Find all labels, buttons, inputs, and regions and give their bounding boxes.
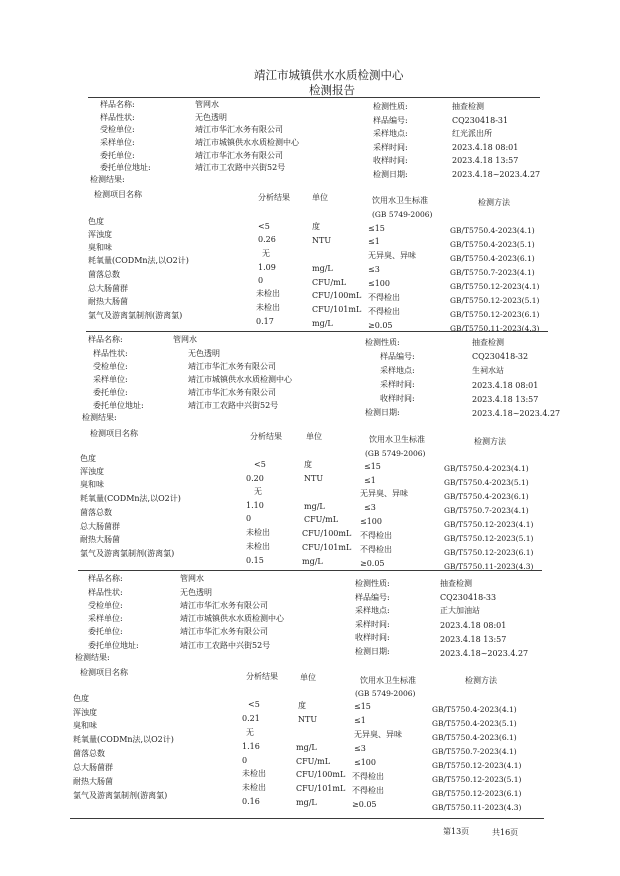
row-item: 色度 bbox=[80, 454, 96, 463]
entrust-address-value: 靖江市工农路中兴街52号 bbox=[195, 163, 286, 172]
row-unit: CFU/101mL bbox=[296, 784, 346, 793]
row-standard: ≤100 bbox=[368, 279, 390, 288]
entrust-address-label: 委托单位地址: bbox=[93, 401, 144, 410]
row-item: 总大肠菌群 bbox=[73, 763, 113, 772]
entrust-label: 委托单位: bbox=[93, 388, 128, 397]
row-method: GB/T5750.12-2023(5.1) bbox=[450, 296, 540, 305]
row-result: 1.10 bbox=[246, 501, 264, 510]
results-label: 检测结果: bbox=[90, 175, 125, 184]
row-item: 氯气及游离氯制剂(游离氯) bbox=[73, 791, 168, 800]
row-standard: ≤15 bbox=[354, 702, 371, 711]
row-result: <5 bbox=[248, 700, 260, 709]
row-item: 耗氧量(CODMn法,以O2计) bbox=[73, 735, 174, 744]
row-method: GB/T5750.4-2023(4.1) bbox=[450, 226, 535, 235]
col-method-header: 检测方法 bbox=[474, 437, 506, 446]
row-item: 总大肠菌群 bbox=[88, 284, 128, 293]
row-item: 浑浊度 bbox=[73, 708, 97, 717]
row-method: GB/T5750.7-2023(4.1) bbox=[444, 506, 529, 515]
row-unit: mg/L bbox=[304, 502, 325, 511]
row-standard: 不得检出 bbox=[368, 293, 400, 302]
col-unit-header: 单位 bbox=[306, 432, 322, 441]
client-value: 靖江市华汇水务有限公司 bbox=[188, 362, 276, 371]
row-result: 未检出 bbox=[246, 528, 270, 537]
row-item: 臭和味 bbox=[73, 721, 97, 730]
row-unit: NTU bbox=[312, 236, 332, 245]
col-standard-code: (GB 5749-2006) bbox=[355, 689, 416, 698]
test-type-value: 抽查检测 bbox=[452, 102, 484, 111]
report-title: 检测报告 bbox=[309, 83, 355, 97]
site-value: 正大加油站 bbox=[440, 606, 480, 615]
row-method: GB/T5750.4-2023(6.1) bbox=[444, 492, 529, 501]
row-standard: 无异臭、异味 bbox=[354, 730, 402, 739]
row-standard: ≤100 bbox=[354, 758, 376, 767]
row-result: 0 bbox=[242, 756, 248, 765]
client-value: 靖江市华汇水务有限公司 bbox=[195, 125, 283, 134]
row-standard: 无异臭、异味 bbox=[360, 489, 408, 498]
site-label: 采样地点: bbox=[355, 606, 390, 615]
sample-state-value: 无色透明 bbox=[195, 113, 227, 122]
col-item-header: 检测项目名称 bbox=[80, 668, 128, 677]
row-result: 0.16 bbox=[242, 797, 260, 806]
sample-state-value: 无色透明 bbox=[180, 588, 212, 597]
row-item: 色度 bbox=[73, 694, 89, 703]
entrust-address-label: 委托单位地址: bbox=[100, 163, 151, 172]
sample-time-value: 2023.4.18 08:01 bbox=[472, 381, 539, 390]
sample-no-value: CQ230418-32 bbox=[472, 352, 529, 361]
receive-time-label: 收样时间: bbox=[380, 394, 415, 403]
page-number: 第13页 bbox=[443, 827, 470, 836]
row-method: GB/T5750.12-2023(6.1) bbox=[432, 789, 522, 798]
col-result-header: 分析结果 bbox=[250, 432, 282, 441]
row-unit: mg/L bbox=[296, 798, 317, 807]
sample-name-label: 样品名称: bbox=[88, 574, 123, 583]
test-type-value: 抽查检测 bbox=[472, 338, 504, 347]
row-unit: 度 bbox=[304, 460, 312, 469]
site-value: 红光派出所 bbox=[452, 129, 492, 138]
row-item: 总大肠菌群 bbox=[80, 522, 120, 531]
row-standard: ≤100 bbox=[360, 517, 382, 526]
sample-name-label: 样品名称: bbox=[100, 100, 135, 109]
sampler-label: 采样单位: bbox=[88, 614, 123, 623]
row-unit: CFU/100mL bbox=[312, 291, 362, 300]
sample-state-value: 无色透明 bbox=[188, 349, 220, 358]
row-result: 0.21 bbox=[242, 714, 260, 723]
row-standard: ≤15 bbox=[368, 224, 385, 233]
col-result-header: 分析结果 bbox=[258, 193, 290, 202]
row-unit: CFU/100mL bbox=[302, 529, 352, 538]
row-method: GB/T5750.7-2023(4.1) bbox=[432, 747, 517, 756]
row-method: GB/T5750.4-2023(4.1) bbox=[444, 464, 529, 473]
entrust-value: 靖江市华汇水务有限公司 bbox=[195, 151, 283, 160]
site-label: 采样地点: bbox=[373, 129, 408, 138]
row-item: 菌落总数 bbox=[88, 270, 120, 279]
row-method: GB/T5750.12-2023(4.1) bbox=[444, 520, 534, 529]
row-unit: CFU/100mL bbox=[296, 770, 346, 779]
entrust-address-label: 委托单位地址: bbox=[88, 641, 139, 650]
row-result: 无 bbox=[262, 249, 270, 258]
col-item-header: 检测项目名称 bbox=[90, 429, 138, 438]
client-value: 靖江市华汇水务有限公司 bbox=[180, 601, 268, 610]
row-result: 1.09 bbox=[258, 263, 276, 272]
test-date-label: 检测日期: bbox=[365, 408, 400, 417]
row-method: GB/T5750.4-2023(4.1) bbox=[432, 705, 517, 714]
row-standard: ≤3 bbox=[364, 503, 376, 512]
row-method: GB/T5750.12-2023(5.1) bbox=[444, 534, 534, 543]
row-method: GB/T5750.4-2023(5.1) bbox=[432, 719, 517, 728]
row-item: 耐热大肠菌 bbox=[80, 535, 120, 544]
row-method: GB/T5750.11-2023(4.3) bbox=[432, 803, 522, 812]
page-total: 共16页 bbox=[492, 828, 519, 837]
sample-state-label: 样品性状: bbox=[100, 113, 135, 122]
row-method: GB/T5750.11-2023(4.3) bbox=[450, 324, 540, 333]
receive-time-value: 2023.4.18 13:57 bbox=[452, 156, 519, 165]
col-unit-header: 单位 bbox=[300, 673, 316, 682]
row-result: <5 bbox=[254, 460, 266, 469]
row-unit: mg/L bbox=[296, 743, 317, 752]
test-type-label: 检测性质: bbox=[365, 338, 400, 347]
row-result: <5 bbox=[258, 222, 270, 231]
sampler-label: 采样单位: bbox=[100, 138, 135, 147]
col-method-header: 检测方法 bbox=[465, 676, 497, 685]
test-type-value: 抽查检测 bbox=[440, 579, 472, 588]
row-result: 0.17 bbox=[256, 317, 274, 326]
sample-time-label: 采样时间: bbox=[373, 143, 408, 152]
row-standard: 不得检出 bbox=[352, 786, 384, 795]
row-method: GB/T5750.12-2023(5.1) bbox=[432, 775, 522, 784]
col-result-header: 分析结果 bbox=[246, 672, 278, 681]
row-standard: ≤3 bbox=[354, 744, 366, 753]
row-unit: mg/L bbox=[312, 264, 333, 273]
receive-time-value: 2023.4.18 13:57 bbox=[440, 635, 507, 644]
row-standard: ≥0.05 bbox=[360, 559, 385, 568]
row-method: GB/T5750.4-2023(5.1) bbox=[450, 240, 535, 249]
row-item: 氯气及游离氯制剂(游离氯) bbox=[80, 549, 175, 558]
sampler-label: 采样单位: bbox=[93, 375, 128, 384]
row-result: 无 bbox=[246, 728, 254, 737]
client-label: 受检单位: bbox=[100, 125, 135, 134]
col-standard-header: 饮用水卫生标准 bbox=[360, 676, 416, 685]
entrust-value: 靖江市华汇水务有限公司 bbox=[180, 627, 268, 636]
row-unit: NTU bbox=[304, 474, 324, 483]
row-standard: ≤3 bbox=[368, 265, 380, 274]
receive-time-label: 收样时间: bbox=[373, 156, 408, 165]
row-item: 菌落总数 bbox=[80, 508, 112, 517]
row-item: 耐热大肠菌 bbox=[88, 297, 128, 306]
row-unit: mg/L bbox=[302, 557, 323, 566]
row-unit: mg/L bbox=[312, 319, 333, 328]
row-method: GB/T5750.4-2023(6.1) bbox=[432, 733, 517, 742]
test-date-value: 2023.4.18~2023.4.27 bbox=[440, 649, 529, 658]
row-item: 耗氧量(CODMn法,以O2计) bbox=[88, 256, 189, 265]
sampler-value: 靖江市城镇供水水质检测中心 bbox=[180, 614, 284, 623]
sample-no-label: 样品编号: bbox=[355, 593, 390, 602]
header-divider bbox=[88, 97, 540, 98]
row-result: 未检出 bbox=[256, 289, 280, 298]
col-method-header: 检测方法 bbox=[478, 198, 510, 207]
row-standard: 不得检出 bbox=[352, 772, 384, 781]
row-result: 0 bbox=[246, 514, 252, 523]
row-standard: 不得检出 bbox=[368, 307, 400, 316]
entrust-label: 委托单位: bbox=[88, 627, 123, 636]
sample-time-label: 采样时间: bbox=[355, 620, 390, 629]
row-unit: 度 bbox=[298, 701, 306, 710]
row-item: 耐热大肠菌 bbox=[73, 777, 113, 786]
col-standard-code: (GB 5749-2006) bbox=[372, 210, 433, 219]
row-method: GB/T5750.12-2023(4.1) bbox=[450, 282, 540, 291]
row-unit: CFU/mL bbox=[296, 757, 331, 766]
sampler-value: 靖江市城镇供水水质检测中心 bbox=[195, 138, 299, 147]
col-standard-code: (GB 5749-2006) bbox=[365, 449, 426, 458]
row-unit: CFU/101mL bbox=[312, 305, 362, 314]
row-item: 氯气及游离氯制剂(游离氯) bbox=[88, 311, 183, 320]
test-type-label: 检测性质: bbox=[373, 102, 408, 111]
row-result: 1.16 bbox=[242, 742, 260, 751]
sample-no-label: 样品编号: bbox=[373, 116, 408, 125]
row-method: GB/T5750.4-2023(6.1) bbox=[450, 254, 535, 263]
row-method: GB/T5750.11-2023(4.3) bbox=[444, 562, 534, 571]
row-item: 臭和味 bbox=[80, 480, 104, 489]
row-unit: CFU/101mL bbox=[302, 543, 352, 552]
section-divider bbox=[86, 331, 548, 332]
sample-time-label: 采样时间: bbox=[380, 380, 415, 389]
row-method: GB/T5750.12-2023(6.1) bbox=[444, 548, 534, 557]
row-method: GB/T5750.7-2023(4.1) bbox=[450, 268, 535, 277]
row-standard: 不得检出 bbox=[360, 545, 392, 554]
sample-name-value: 管网水 bbox=[195, 100, 219, 109]
section-divider bbox=[78, 570, 542, 571]
row-item: 浑浊度 bbox=[80, 467, 104, 476]
test-date-label: 检测日期: bbox=[355, 647, 390, 656]
row-unit: CFU/mL bbox=[312, 278, 347, 287]
row-standard: ≤15 bbox=[364, 462, 381, 471]
col-unit-header: 单位 bbox=[312, 193, 328, 202]
row-standard: ≥0.05 bbox=[368, 321, 393, 330]
entrust-value: 靖江市华汇水务有限公司 bbox=[188, 388, 276, 397]
sample-no-label: 样品编号: bbox=[380, 352, 415, 361]
row-method: GB/T5750.4-2023(5.1) bbox=[444, 478, 529, 487]
receive-time-label: 收样时间: bbox=[355, 633, 390, 642]
col-standard-header: 饮用水卫生标准 bbox=[369, 435, 425, 444]
results-label: 检测结果: bbox=[75, 653, 110, 662]
row-result: 0.15 bbox=[246, 556, 264, 565]
sample-name-value: 管网水 bbox=[180, 574, 204, 583]
row-standard: ≤1 bbox=[368, 237, 380, 246]
sample-name-label: 样品名称: bbox=[88, 335, 123, 344]
client-label: 受检单位: bbox=[88, 601, 123, 610]
row-standard: 不得检出 bbox=[360, 531, 392, 540]
row-item: 菌落总数 bbox=[73, 749, 105, 758]
sample-time-value: 2023.4.18 08:01 bbox=[452, 143, 519, 152]
sample-name-value: 管网水 bbox=[173, 335, 197, 344]
entrust-address-value: 靖江市工农路中兴街52号 bbox=[180, 641, 271, 650]
col-item-header: 检测项目名称 bbox=[94, 190, 142, 199]
row-result: 未检出 bbox=[246, 542, 270, 551]
receive-time-value: 2023.4.18 13:57 bbox=[472, 395, 539, 404]
row-standard: ≤1 bbox=[364, 476, 376, 485]
sample-state-label: 样品性状: bbox=[93, 349, 128, 358]
row-unit: CFU/mL bbox=[304, 515, 339, 524]
row-result: 0 bbox=[258, 276, 264, 285]
row-result: 未检出 bbox=[242, 783, 266, 792]
row-result: 0.20 bbox=[246, 474, 264, 483]
row-result: 无 bbox=[254, 487, 262, 496]
col-standard-header: 饮用水卫生标准 bbox=[372, 196, 428, 205]
entrust-address-value: 靖江市工农路中兴街52号 bbox=[188, 401, 279, 410]
test-type-label: 检测性质: bbox=[355, 579, 390, 588]
sampler-value: 靖江市城镇供水水质检测中心 bbox=[188, 375, 292, 384]
row-item: 色度 bbox=[88, 217, 104, 226]
results-label: 检测结果: bbox=[82, 413, 117, 422]
site-value: 生祠水站 bbox=[472, 366, 504, 375]
test-date-value: 2023.4.18~2023.4.27 bbox=[452, 170, 541, 179]
row-unit: NTU bbox=[298, 715, 318, 724]
sample-no-value: CQ230418-33 bbox=[440, 593, 497, 602]
row-method: GB/T5750.12-2023(6.1) bbox=[450, 310, 540, 319]
sample-no-value: CQ230418-31 bbox=[452, 116, 509, 125]
row-standard: ≥0.05 bbox=[352, 800, 377, 809]
sample-time-value: 2023.4.18 08:01 bbox=[440, 621, 507, 630]
row-result: 未检出 bbox=[242, 769, 266, 778]
row-result: 0.26 bbox=[258, 235, 276, 244]
report-org-title: 靖江市城镇供水水质检测中心 bbox=[254, 68, 404, 82]
test-date-value: 2023.4.18~2023.4.27 bbox=[472, 409, 561, 418]
footer-divider bbox=[70, 818, 544, 819]
test-date-label: 检测日期: bbox=[373, 170, 408, 179]
entrust-label: 委托单位: bbox=[100, 151, 135, 160]
sample-state-label: 样品性状: bbox=[88, 588, 123, 597]
row-item: 臭和味 bbox=[88, 243, 112, 252]
row-item: 浑浊度 bbox=[88, 230, 112, 239]
row-standard: 无异臭、异味 bbox=[368, 251, 416, 260]
site-label: 采样地点: bbox=[380, 366, 415, 375]
client-label: 受检单位: bbox=[93, 362, 128, 371]
row-item: 耗氧量(CODMn法,以O2计) bbox=[80, 494, 181, 503]
row-unit: 度 bbox=[312, 222, 320, 231]
row-method: GB/T5750.12-2023(4.1) bbox=[432, 761, 522, 770]
row-standard: ≤1 bbox=[354, 716, 366, 725]
row-result: 未检出 bbox=[256, 303, 280, 312]
